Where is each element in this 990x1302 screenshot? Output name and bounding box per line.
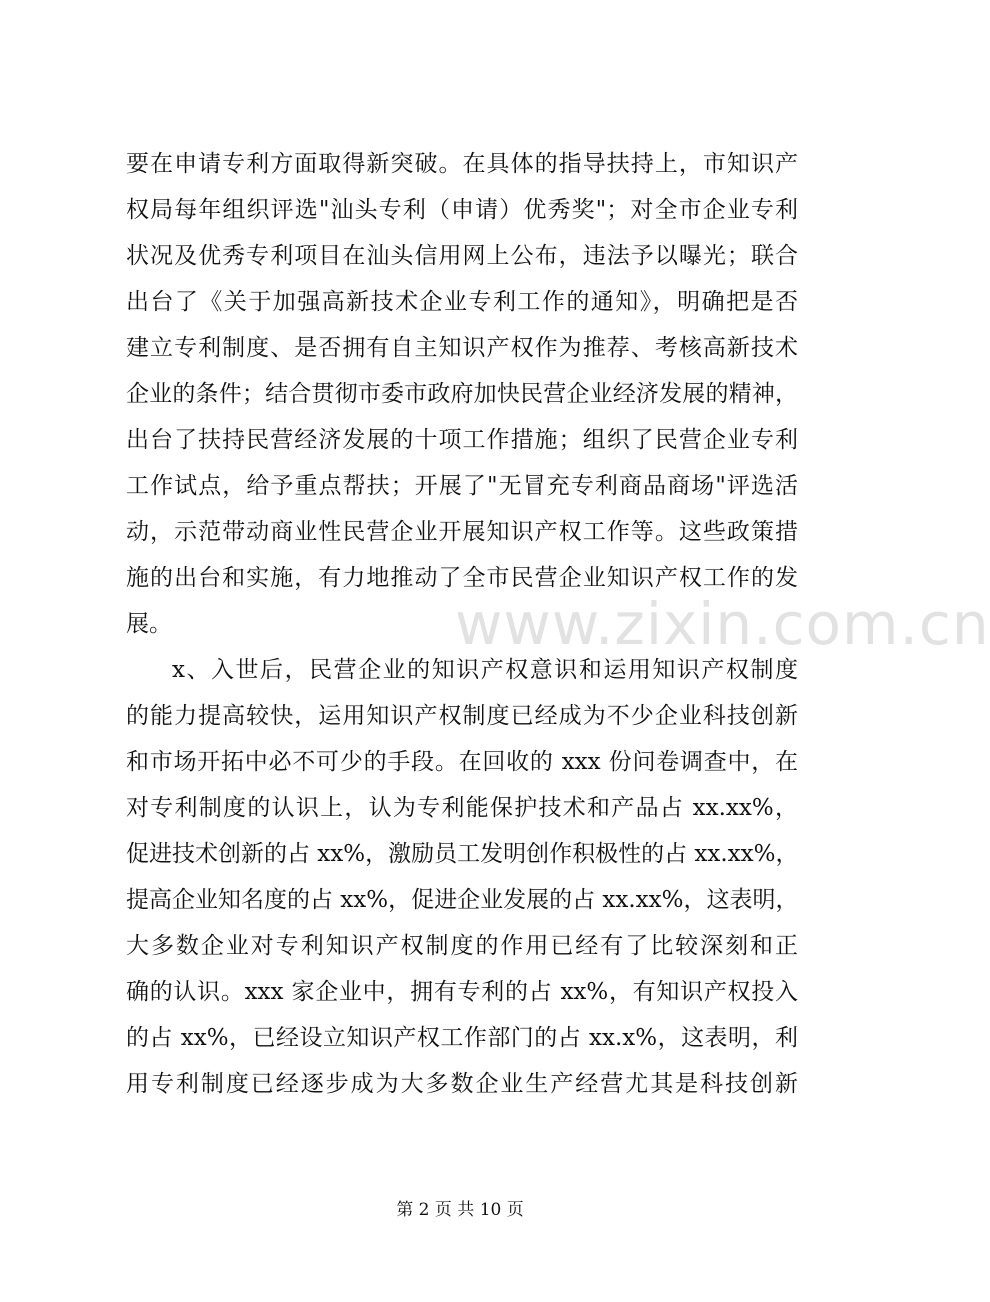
text-line: 大多数企业对专利知识产权制度的作用已经有了比较深刻和正 — [126, 933, 798, 959]
text-line: 状况及优秀专利项目在汕头信用网上公布，违法予以曝光；联合 — [126, 243, 798, 269]
text-line: 用专利制度已经逐步成为大多数企业生产经营尤其是科技创新 — [126, 1071, 798, 1097]
text-line: 企业的条件；结合贯彻市委市政府加快民营企业经济发展的精神， — [126, 381, 798, 407]
paragraph-start-line: x、入世后，民营企业的知识产权意识和运用知识产权制度 — [172, 657, 798, 683]
watermark: www.zixin.com.cn — [455, 590, 990, 658]
text-line: 确的认识。xxx 家企业中，拥有专利的占 xx%，有知识产权投入 — [126, 979, 798, 1005]
text-line: 提高企业知名度的占 xx%，促进企业发展的占 xx.xx%，这表明， — [126, 887, 799, 913]
text-line: 权局每年组织评选"汕头专利（申请）优秀奖"；对全市企业专利 — [126, 197, 798, 223]
text-line: 和市场开拓中必不可少的手段。在回收的 xxx 份问卷调查中，在 — [126, 749, 798, 775]
text-line: 出台了《关于加强高新技术企业专利工作的通知》，明确把是否 — [126, 289, 798, 315]
text-line: 促进技术创新的占 xx%，激励员工发明创作积极性的占 xx.xx%， — [126, 841, 799, 867]
text-line: 工作试点，给予重点帮扶；开展了"无冒充专利商品商场"评选活 — [126, 473, 798, 499]
text-line: 的能力提高较快，运用知识产权制度已经成为不少企业科技创新 — [126, 703, 798, 729]
text-line: 对专利制度的认识上，认为专利能保护技术和产品占 xx.xx%， — [126, 795, 798, 821]
document-body — [126, 141, 798, 1107]
text-line: 出台了扶持民营经济发展的十项工作措施；组织了民营企业专利 — [126, 427, 798, 453]
text-line: 的占 xx%，已经设立知识产权工作部门的占 xx.x%，这表明，利 — [126, 1025, 798, 1051]
page-number-footer: 第 2 页 共 10 页 — [396, 1200, 524, 1220]
text-line: 动，示范带动商业性民营企业开展知识产权工作等。这些政策措 — [126, 519, 798, 545]
text-line: 要在申请专利方面取得新突破。在具体的指导扶持上，市知识产 — [126, 151, 798, 177]
text-line: 施的出台和实施，有力地推动了全市民营企业知识产权工作的发 — [126, 565, 798, 591]
text-line: 展。 — [126, 611, 172, 637]
text-line: 建立专利制度、是否拥有自主知识产权作为推荐、考核高新技术 — [126, 335, 798, 361]
